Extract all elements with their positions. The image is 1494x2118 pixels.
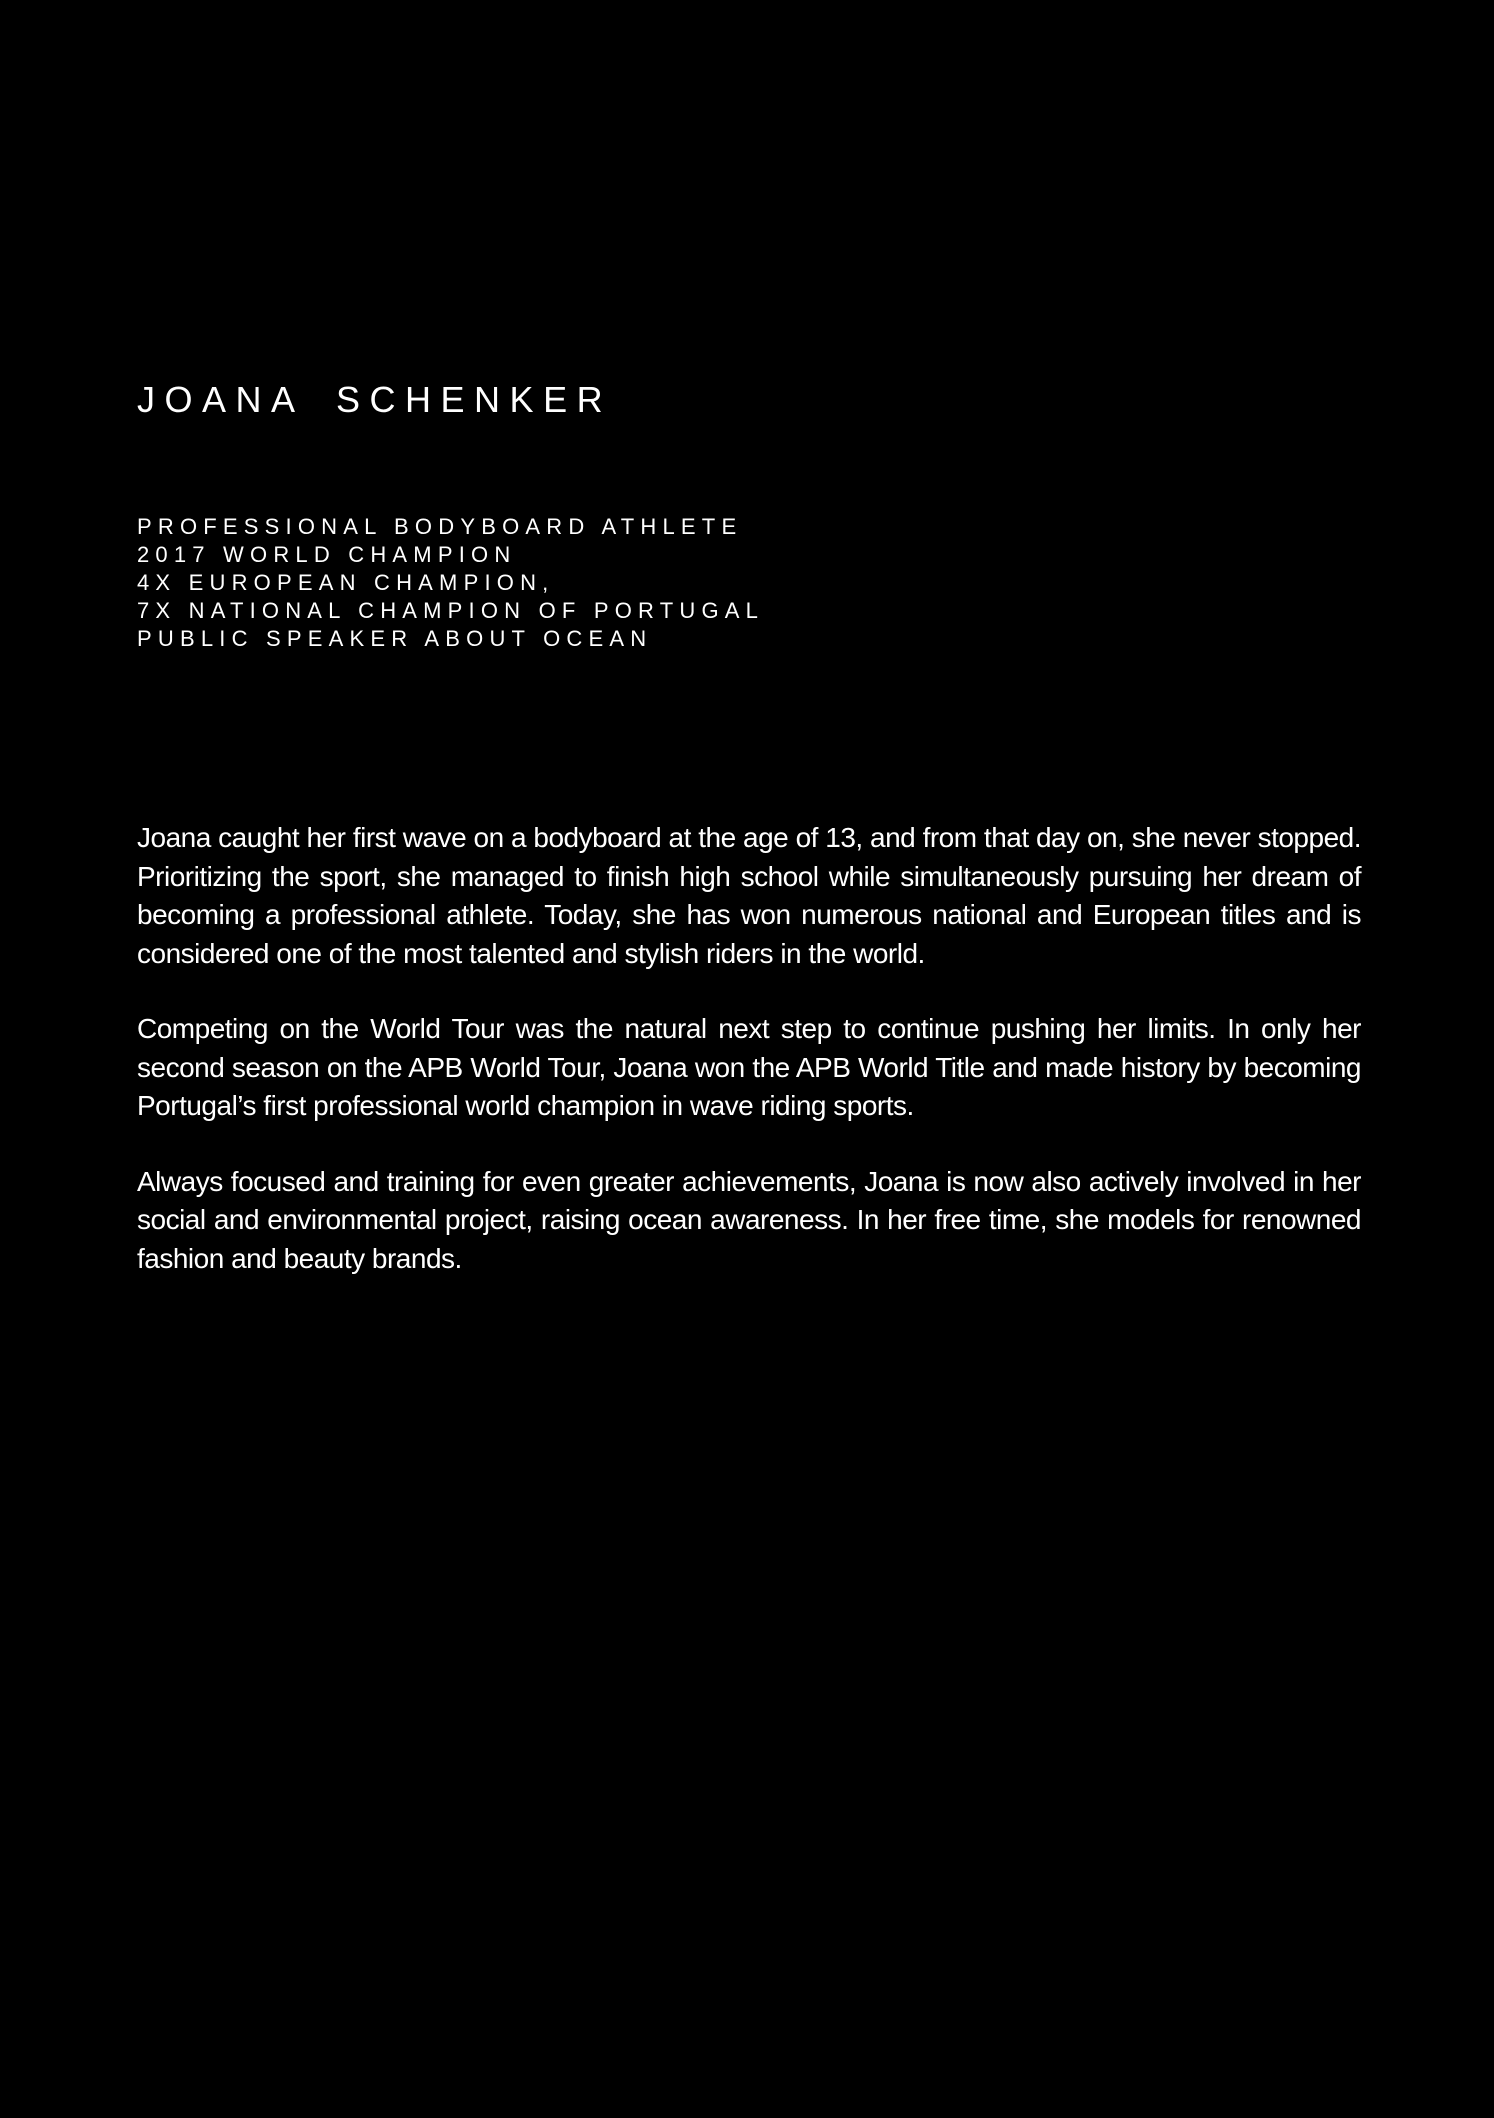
bio-paragraph: Always focused and training for even greater achievements, Joana is now also actively involved in her social and environmental project, raising ocean awareness. In her free time, she models for renowned fashion and beauty brands.: [137, 1165, 1361, 1274]
credential-item: 7X NATIONAL CHAMPION OF PORTUGAL: [137, 598, 765, 623]
credentials-list: [137, 513, 764, 653]
page-title: JOANA SCHENKER: [137, 379, 613, 420]
credential-item: PUBLIC SPEAKER ABOUT OCEAN: [137, 626, 653, 651]
credential-item: 2017 WORLD CHAMPION: [137, 542, 517, 567]
bio-paragraph: Joana caught her first wave on a bodyboard at the age of 13, and from that day on, she never stopped. Prioritizing the sport, she managed to finish high school while simultaneously pursuing her dream of becoming a professional athlete. Today, she has won numerous national and European titles and is considered one of the most talented and stylish riders in the world.: [137, 822, 1361, 969]
biography: [137, 819, 1361, 1315]
credential-item: PROFESSIONAL BODYBOARD ATHLETE: [137, 514, 743, 539]
credential-item: 4X EUROPEAN CHAMPION,: [137, 570, 555, 595]
bio-paragraph: Competing on the World Tour was the natural next step to continue pushing her limits. In only her second season on the APB World Tour, Joana won the APB World Title and made history by becoming Portugal’s first professional world champion in wave riding sports.: [137, 1013, 1361, 1121]
